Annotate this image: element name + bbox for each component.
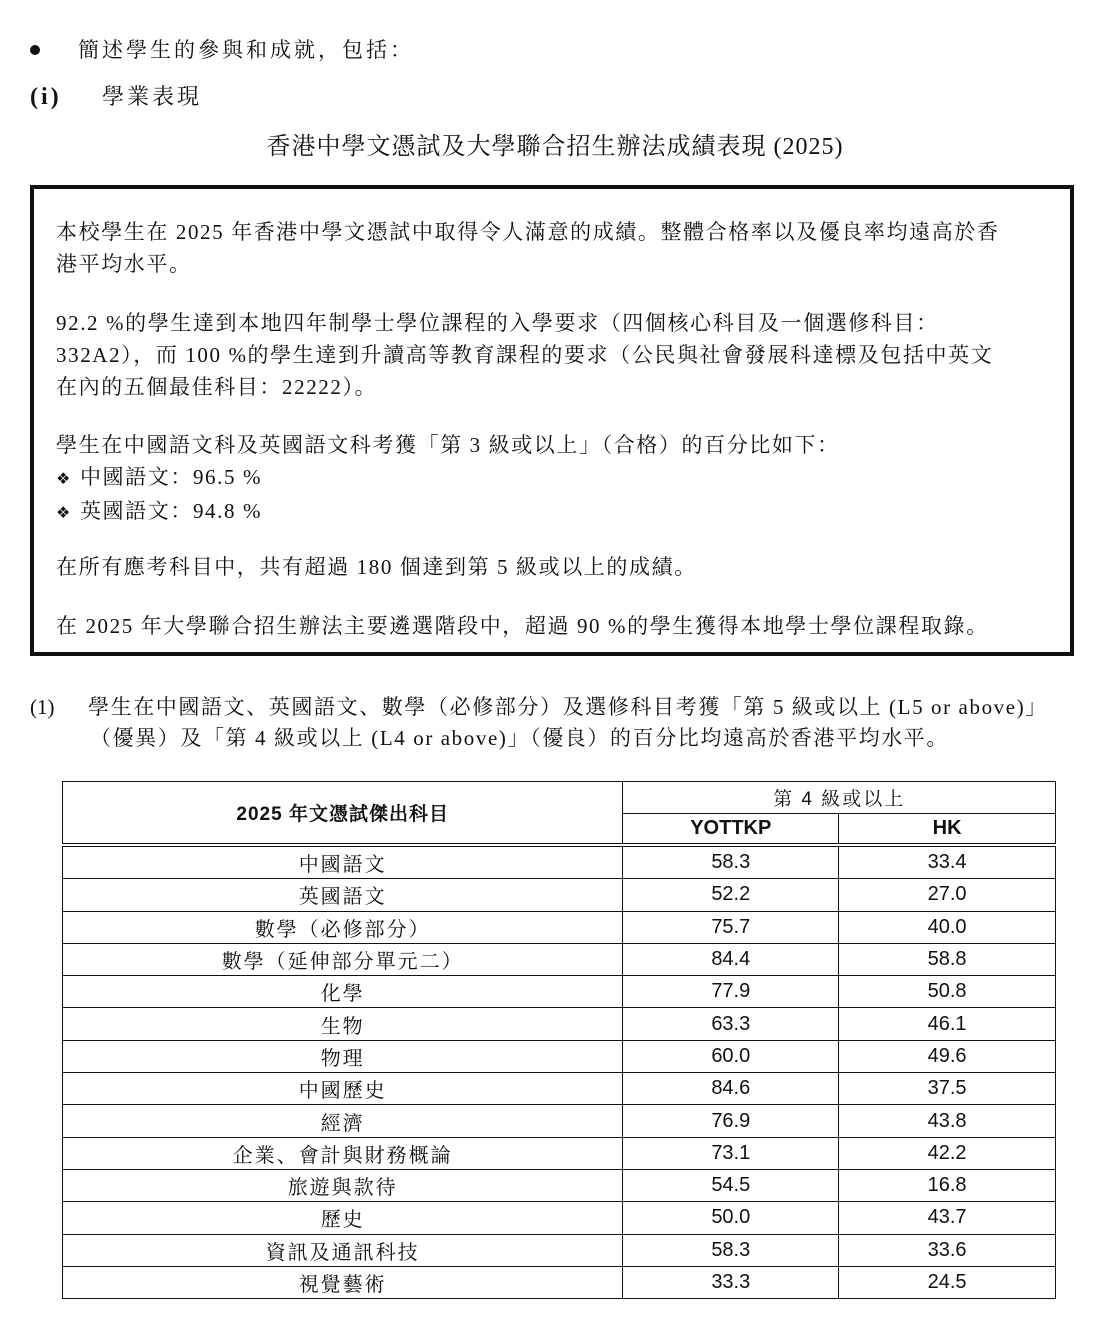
- subject-cell: 歷史: [63, 1202, 623, 1234]
- footnote-line1: 學生在中國語文、英國語文、數學（必修部分）及選修科目考獲「第 5 級或以上 (L5 or above)」: [88, 695, 1048, 719]
- table-row: [63, 1234, 1056, 1266]
- hk-value-cell: 58.8: [839, 943, 1056, 975]
- school-value-cell: 76.9: [623, 1105, 839, 1137]
- footnote: [30, 692, 1048, 754]
- section-number: (i): [30, 84, 62, 110]
- school-value-cell: 84.4: [623, 943, 839, 975]
- footnote-label: (1): [30, 695, 55, 719]
- section-heading: [30, 80, 202, 111]
- subject-header: 2025 年文憑試傑出科目: [63, 782, 623, 846]
- diamond-bullet-icon: ❖: [56, 503, 72, 522]
- hk-value-cell: 40.0: [839, 911, 1056, 943]
- hk-value-cell: 16.8: [839, 1169, 1056, 1201]
- results-table: [62, 781, 1056, 1299]
- school-value-cell: 52.2: [623, 879, 839, 911]
- intro-bullet-line: [30, 34, 414, 64]
- hk-value-cell: 50.8: [839, 976, 1056, 1008]
- school-value-cell: 73.1: [623, 1137, 839, 1169]
- hk-value-cell: 37.5: [839, 1073, 1056, 1105]
- subject-cell: 數學（延伸部分單元二）: [63, 943, 623, 975]
- summary-paragraph-2: [56, 307, 993, 403]
- school-value-cell: 58.3: [623, 1234, 839, 1266]
- school-value-cell: 84.6: [623, 1073, 839, 1105]
- summary-p2-line2: 332A2），而 100 %的學生達到升讀高等教育課程的要求（公民與社會發展科達標及包括中英文: [56, 343, 994, 367]
- summary-paragraph-1: [56, 216, 1000, 280]
- summary-p1-line1: 本校學生在 2025 年香港中學文憑試中取得令人滿意的成績。整體合格率以及優良率均遠高於香: [56, 220, 1000, 244]
- table-row: [63, 943, 1056, 975]
- table-row: [63, 1266, 1056, 1298]
- school-value-cell: 58.3: [623, 845, 839, 879]
- footnote-line2: （優異）及「第 4 級或以上 (L4 or above)」（優良）的百分比均遠高於香港平均水平。: [90, 726, 949, 750]
- level4-group-header: 第 4 級或以上: [623, 782, 1056, 814]
- subject-cell: 生物: [63, 1008, 623, 1040]
- subject-cell: 經濟: [63, 1105, 623, 1137]
- table-row: [63, 911, 1056, 943]
- table-row: [63, 976, 1056, 1008]
- subject-cell: 旅遊與款待: [63, 1169, 623, 1201]
- diamond-bullet-icon: ❖: [56, 469, 72, 488]
- summary-p2-line1: 92.2 %的學生達到本地四年制學士學位課程的入學要求（四個核心科目及一個選修科目：: [56, 311, 939, 335]
- summary-list-item: [56, 461, 840, 495]
- summary-list-item: [56, 495, 840, 529]
- hk-value-cell: 27.0: [839, 879, 1056, 911]
- subject-cell: 數學（必修部分）: [63, 911, 623, 943]
- summary-paragraph-5: 在 2025 年大學聯合招生辦法主要遴選階段中，超過 90 %的學生獲得本地學士學位課程取錄。: [56, 614, 989, 638]
- document-title: 香港中學文憑試及大學聯合招生辦法成績表現 (2025): [266, 134, 844, 160]
- table-row: [63, 1105, 1056, 1137]
- list-item-english: 英國語文：94.8 %: [79, 499, 263, 523]
- subject-cell: 物理: [63, 1040, 623, 1072]
- hk-value-cell: 33.4: [839, 845, 1056, 879]
- school-value-cell: 33.3: [623, 1266, 839, 1298]
- school-value-cell: 54.5: [623, 1169, 839, 1201]
- table-row: [63, 1137, 1056, 1169]
- bullet-icon: [30, 45, 40, 55]
- hk-column-header: HK: [839, 814, 1056, 846]
- table-row: [63, 1040, 1056, 1072]
- hk-value-cell: 46.1: [839, 1008, 1056, 1040]
- summary-paragraph-3: [56, 429, 840, 529]
- subject-cell: 英國語文: [63, 879, 623, 911]
- school-value-cell: 50.0: [623, 1202, 839, 1234]
- summary-paragraph-4: 在所有應考科目中，共有超過 180 個達到第 5 級或以上的成績。: [56, 555, 697, 579]
- hk-value-cell: 49.6: [839, 1040, 1056, 1072]
- summary-p1-line2: 港平均水平。: [56, 252, 192, 276]
- school-column-header: YOTTKP: [623, 814, 839, 846]
- subject-cell: 企業、會計與財務概論: [63, 1137, 623, 1169]
- summary-box: [30, 185, 1074, 656]
- hk-value-cell: 42.2: [839, 1137, 1056, 1169]
- school-value-cell: 77.9: [623, 976, 839, 1008]
- subject-cell: 視覺藝術: [63, 1266, 623, 1298]
- list-item-chinese: 中國語文：96.5 %: [79, 465, 263, 489]
- table-row: [63, 1008, 1056, 1040]
- hk-value-cell: 43.8: [839, 1105, 1056, 1137]
- intro-bullet-text: 簡述學生的參與和成就，包括：: [78, 38, 414, 62]
- school-value-cell: 60.0: [623, 1040, 839, 1072]
- hk-value-cell: 33.6: [839, 1234, 1056, 1266]
- summary-p2-line3: 在內的五個最佳科目：22222）。: [56, 375, 378, 399]
- subject-cell: 資訊及通訊科技: [63, 1234, 623, 1266]
- subject-cell: 中國語文: [63, 845, 623, 879]
- table-row: [63, 1169, 1056, 1201]
- table-row: [63, 845, 1056, 879]
- table-row: [63, 1073, 1056, 1105]
- hk-value-cell: 24.5: [839, 1266, 1056, 1298]
- section-title: 學業表現: [102, 84, 203, 109]
- subject-cell: 化學: [63, 976, 623, 1008]
- subject-cell: 中國歷史: [63, 1073, 623, 1105]
- school-value-cell: 63.3: [623, 1008, 839, 1040]
- school-value-cell: 75.7: [623, 911, 839, 943]
- table-row: [63, 1202, 1056, 1234]
- table-row: [63, 879, 1056, 911]
- hk-value-cell: 43.7: [839, 1202, 1056, 1234]
- summary-p3-line1: 學生在中國語文科及英國語文科考獲「第 3 級或以上」（合格）的百分比如下：: [56, 433, 840, 457]
